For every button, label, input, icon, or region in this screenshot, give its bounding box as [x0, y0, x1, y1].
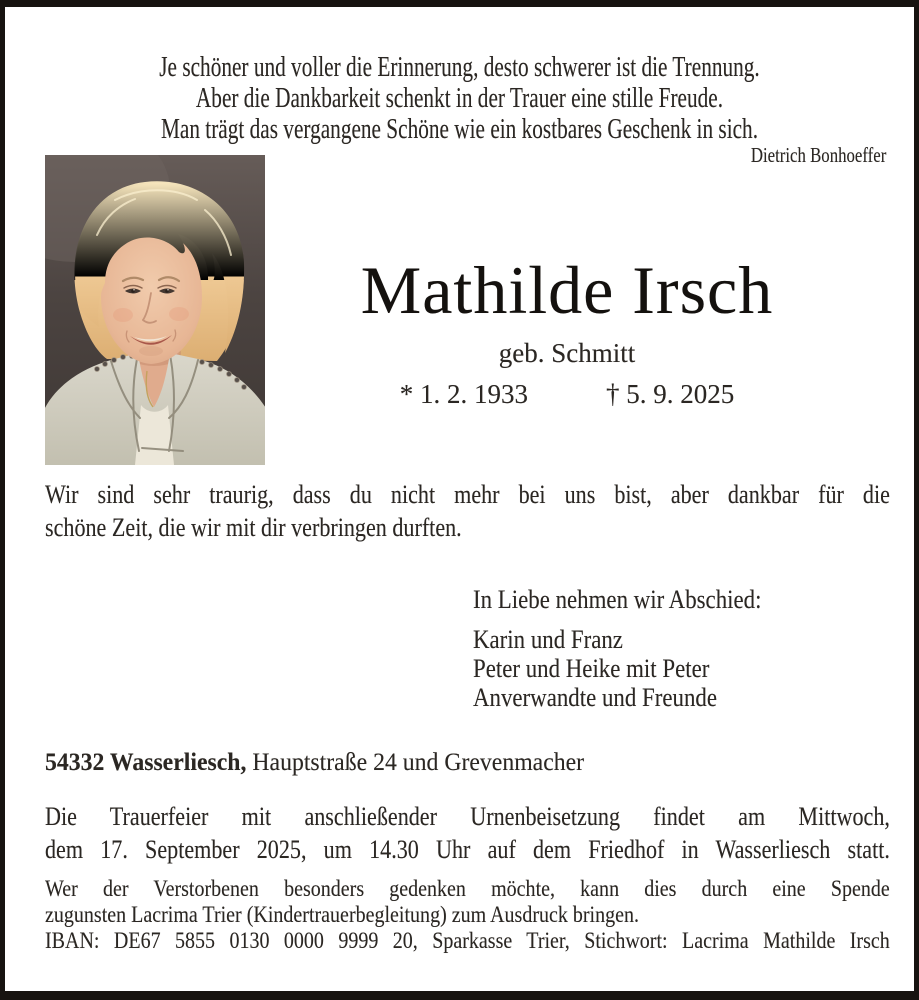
farewell-heading: In Liebe nehmen wir Abschied:: [473, 585, 762, 614]
donation-iban-line: IBAN: DE67 5855 0130 0000 9999 20, Sparkasse Trier, Stichwort: Lacrima Mathilde Irsch: [45, 928, 890, 953]
donation-line-1: Wer der Verstorbenen besonders gedenken möchte, kann dies durch eine Spende: [45, 876, 890, 901]
life-dates: [257, 379, 877, 410]
donation-line-2: zugunsten Lacrima Trier (Kindertrauerbegleitung) zum Ausdruck bringen.: [45, 902, 640, 927]
message-line-2: schöne Zeit, die wir mit dir verbringen durften.: [45, 513, 462, 542]
quote-line-3: Man trägt das vergangene Schöne wie ein kostbares Geschenk in sich.: [160, 114, 759, 145]
address-city: 54332 Wasserliesch,: [45, 749, 247, 776]
mourner-3: Anverwandte und Freunde: [473, 683, 717, 712]
quote-attribution: Dietrich Bonhoeffer: [750, 143, 886, 167]
portrait-illustration: [45, 155, 265, 465]
mourner-2: Peter und Heike mit Peter: [473, 654, 710, 683]
funeral-info: [45, 800, 890, 866]
donation-info: [45, 876, 890, 954]
mourners-list: [473, 625, 851, 712]
birth-date: * 1. 2. 1933: [399, 379, 528, 409]
deceased-name: Mathilde Irsch: [360, 252, 774, 328]
maiden-name: geb. Schmitt: [498, 338, 636, 368]
condolence-message: [45, 478, 890, 544]
funeral-line-2: dem 17. September 2025, um 14.30 Uhr auf dem Friedhof in Wasserliesch statt.: [45, 835, 890, 864]
mourner-1: Karin und Franz: [473, 625, 623, 654]
death-date: † 5. 9. 2025: [606, 379, 735, 409]
message-line-1: Wir sind sehr traurig, dass du nicht mehr bei uns bist, aber dankbar für die: [45, 480, 890, 509]
address-street: Hauptstraße 24 und Grevenmacher: [246, 749, 585, 776]
address-line: [45, 749, 767, 777]
memorial-quote: [43, 52, 877, 145]
quote-line-1: Je schöner und voller die Erinnerung, desto schwerer ist die Trennung.: [159, 52, 760, 83]
quote-line-2: Aber die Dankbarkeit schenkt in der Trauer eine stille Freude.: [195, 83, 724, 114]
funeral-line-1: Die Trauerfeier mit anschließender Urnenbeisetzung findet am Mittwoch,: [45, 802, 890, 831]
portrait-photo: [45, 155, 265, 465]
